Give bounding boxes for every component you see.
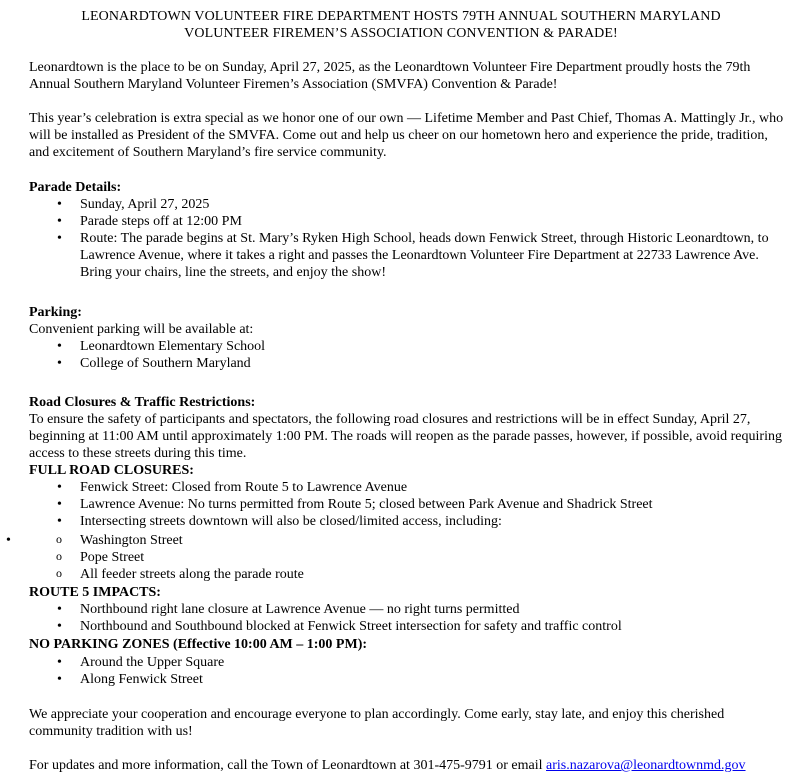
sub-list-item: o • Washington Street [0,532,789,549]
parking-list [29,338,789,372]
road-closures-intro: To ensure the safety of participants and spectators, the following road closures and restrictions will be in effect Sunday, April 27, beginning at 11:00 AM until approximately 1:00 PM. The roads will reopen as the parade passes, however, if possible, avoid requiring access to these streets during this time. [29,412,782,461]
full-closures-heading: FULL ROAD CLOSURES: [29,463,194,478]
list-item: • Sunday, April 27, 2025 [29,196,789,213]
parking-heading: Parking: [29,305,82,320]
intersecting-streets-list [29,532,789,583]
no-parking-list [29,654,789,688]
list-item: • Intersecting streets downtown will also be closed/limited access, including: [29,513,789,530]
road-closures-heading: Road Closures & Traffic Restrictions: [29,395,256,410]
sub-list-item: o Pope Street [0,549,789,566]
no-parking-heading: NO PARKING ZONES (Effective 10:00 AM – 1:00 PM): [29,637,368,652]
contact-text: For updates and more information, call the Town of Leonardtown at 301-475-9791 or email [29,758,543,773]
closing-paragraph: We appreciate your cooperation and encourage everyone to plan accordingly. Come early, stay late, and enjoy this cherished community tradition with us! [29,707,725,739]
intro-paragraph: Leonardtown is the place to be on Sunday, April 27, 2025, as the Leonardtown Volunteer Fire Department proudly hosts the 79th Annual Southern Maryland Volunteer Firemen’s Association (SMVFA) Convention & Parade! [29,60,751,92]
route5-list [29,601,789,635]
list-item: • Route: The parade begins at St. Mary’s Ryken High School, heads down Fenwick Street, through Historic Leonardtown, to Lawrence Avenue, where it takes a right and passes the Leonardtown Volunteer Fire Department at 22733 Lawrence Ave. Bring your chairs, line the streets, and enjoy the show! [29,230,789,281]
sub-list-item: o All feeder streets along the parade route [0,566,789,583]
list-item: • Parade steps off at 12:00 PM [29,213,789,230]
parade-details-heading: Parade Details: [29,180,122,195]
list-item: • Lawrence Avenue: No turns permitted from Route 5; closed between Park Avenue and Shadrick Street [29,496,789,513]
title-line-2: VOLUNTEER FIREMEN’S ASSOCIATION CONVENTION & PARADE! [184,26,618,41]
list-item: • Fenwick Street: Closed from Route 5 to Lawrence Avenue [29,479,789,496]
title-line-1: LEONARDTOWN VOLUNTEER FIRE DEPARTMENT HOSTS 79TH ANNUAL SOUTHERN MARYLAND [81,9,721,24]
list-item: • Along Fenwick Street [29,671,789,688]
list-item: • Around the Upper Square [29,654,789,671]
parking-intro: Convenient parking will be available at: [29,322,254,337]
route5-heading: ROUTE 5 IMPACTS: [29,585,161,600]
document-title [20,8,782,42]
list-item: • College of Southern Maryland [29,355,789,372]
parade-details-list [29,196,789,281]
celebration-paragraph: This year’s celebration is extra special as we honor one of our own — Lifetime Member and Past Chief, Thomas A. Mattingly Jr., who will be installed as President of the SMVFA. Come out and help us cheer on our hometown hero and experience the pride, tradition, and excitement of Southern Maryland’s fire service community. [29,111,784,160]
contact-line [29,757,789,774]
list-item: • Northbound and Southbound blocked at Fenwick Street intersection for safety and traffic control [29,618,789,635]
list-item: • Leonardtown Elementary School [29,338,789,355]
full-closures-list [29,479,789,530]
email-link[interactable]: aris.nazarova@leonardtownmd.gov [546,758,746,773]
list-item: • Northbound right lane closure at Lawrence Avenue — no right turns permitted [29,601,789,618]
